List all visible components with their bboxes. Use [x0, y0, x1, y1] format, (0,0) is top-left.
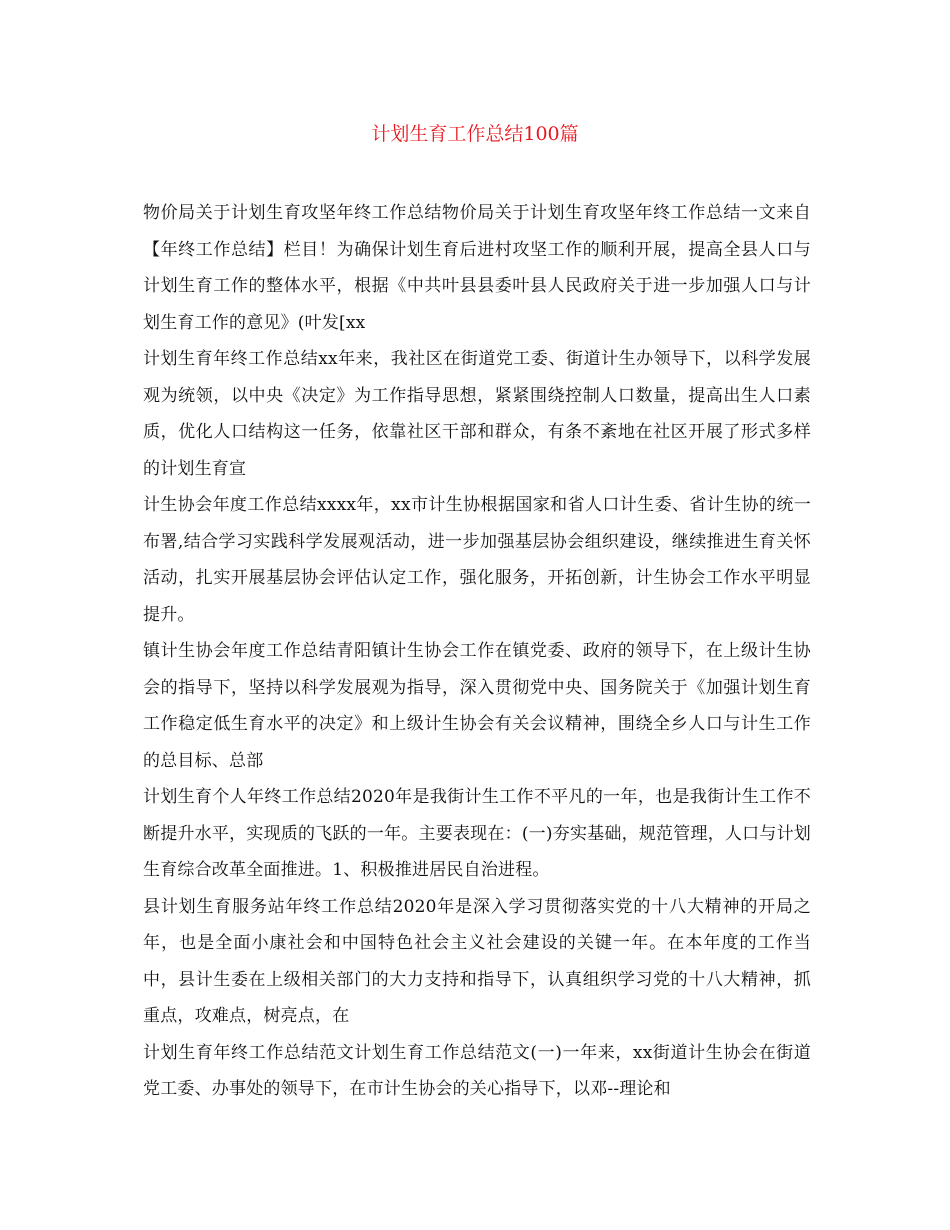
paragraph: 计划生育年终工作总结范文计划生育工作总结范文(一)一年来，xx街道计生协会在街道党工委、办事处的领导下，在市计生协会的关心指导下，以邓--理论和 [143, 1042, 811, 1099]
paragraph: 镇计生协会年度工作总结青阳镇计生协会工作在镇党委、政府的领导下，在上级计生协会的指导下，坚持以科学发展观为指导，深入贯彻党中央、国务院关于《加强计划生育工作稳定低生育水平的决定》和上级计生协会有关会议精神，围绕全乡人口与计生工作的总目标、总部 [143, 641, 811, 771]
paragraph: 计生协会年度工作总结xxxx年，xx市计生协根据国家和省人口计生委、省计生协的统一布署,结合学习实践科学发展观活动，进一步加强基层协会组织建设，继续推进生育关怀活动，扎实开展基层协会评估认定工作，强化服务，开拓创新，计生协会工作水平明显提升。 [143, 495, 811, 625]
paragraph: 计划生育个人年终工作总结2020年是我街计生工作不平凡的一年，也是我街计生工作不断提升水平，实现质的飞跃的一年。主要表现在：(一)夯实基础，规范管理，人口与计划生育综合改革全面推进。1、积极推进居民自治进程。 [143, 787, 811, 880]
paragraph: 计划生育年终工作总结xx年来，我社区在街道党工委、街道计生办领导下，以科学发展观为统领，以中央《决定》为工作指导思想，紧紧围绕控制人口数量，提高出生人口素质，优化人口结构这一任务，依靠社区干部和群众，有条不紊地在社区开展了形式多样的计划生育宣 [143, 349, 811, 479]
document-body [143, 195, 811, 1108]
paragraph: 物价局关于计划生育攻坚年终工作总结物价局关于计划生育攻坚年终工作总结一文来自【年终工作总结】栏目！为确保计划生育后进村攻坚工作的顺利开展，提高全县人口与计划生育工作的整体水平，根据《中共叶县县委叶县人民政府关于进一步加强人口与计划生育工作的意见》(叶发[xx [143, 203, 811, 333]
paragraph: 县计划生育服务站年终工作总结2020年是深入学习贯彻落实党的十八大精神的开局之年，也是全面小康社会和中国特色社会主义社会建设的关键一年。在本年度的工作当中，县计生委在上级相关部门的大力支持和指导下，认真组织学习党的十八大精神，抓重点，攻难点，树亮点，在 [143, 896, 811, 1026]
document-title: 计划生育工作总结100篇 [371, 123, 579, 145]
